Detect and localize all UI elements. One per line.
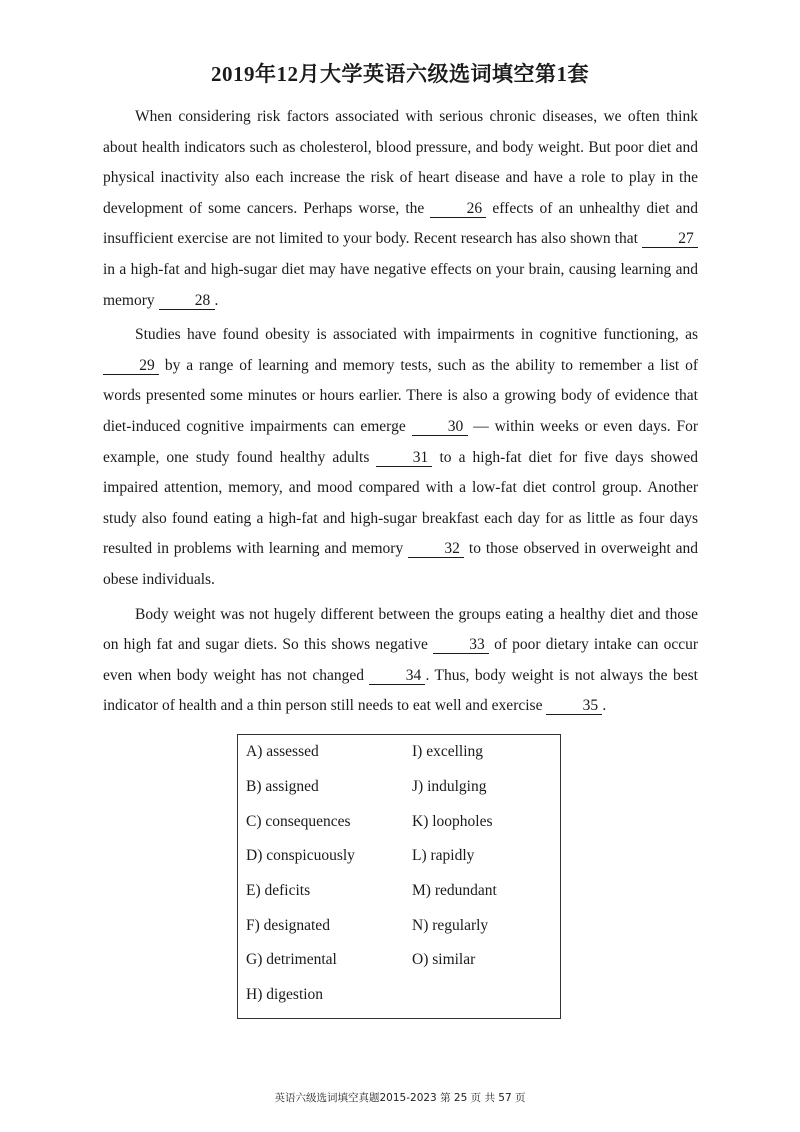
answer-blank[interactable]: 29 bbox=[103, 357, 159, 375]
paragraph-text: to a high-fat diet for five days showed impaired attention, memory, and mood compared with a low-fat diet control group. Another study also found eating a high-fat and high-sugar breakfast each day for as little as four days resulted in problems with learning and memory bbox=[103, 448, 698, 558]
answer-blank[interactable]: 32 bbox=[408, 540, 464, 558]
paragraph bbox=[103, 600, 698, 722]
option-item: N) regularly bbox=[412, 917, 489, 934]
answer-blank[interactable]: 30 bbox=[412, 418, 468, 436]
option-item: J) indulging bbox=[412, 778, 487, 795]
option-item: D) conspicuously bbox=[246, 847, 355, 864]
option-item: F) designated bbox=[246, 917, 330, 934]
answer-blank[interactable]: 35 bbox=[546, 697, 602, 715]
page-title: 2019年12月大学英语六级选词填空第1套 bbox=[211, 62, 589, 86]
answer-blank[interactable]: 26 bbox=[430, 200, 486, 218]
option-item: K) loopholes bbox=[412, 813, 493, 830]
answer-blank[interactable]: 33 bbox=[433, 636, 489, 654]
paragraph-text: . Thus, body weight is not always the best indicator of health and a thin person still needs to eat well and exercise bbox=[103, 666, 698, 715]
paragraph-text: of poor dietary intake can occur even when body weight has not changed bbox=[103, 636, 698, 684]
option-item: O) similar bbox=[412, 951, 476, 968]
answer-blank[interactable]: 28 bbox=[159, 292, 215, 310]
word-bank bbox=[237, 734, 561, 1019]
answer-blank[interactable]: 31 bbox=[376, 449, 432, 467]
paragraph-text: in a high-fat and high-sugar diet may have negative effects on your brain, causing learning and memory bbox=[103, 260, 698, 309]
paragraph-text: effects of an unhealthy diet and insufficient exercise are not limited to your body. Recent research has also shown that bbox=[103, 199, 698, 248]
paragraph-text: — within weeks or even days. For example, one study found healthy adults bbox=[103, 417, 698, 466]
paragraph-text: When considering risk factors associated with serious chronic diseases, we often think about health indicators such as cholesterol, blood pressure, and body weight. But poor diet and physical inactivity also each increase the risk of heart disease and have a role to play in the development of some cancers. Perhaps worse, the bbox=[103, 108, 698, 217]
paragraph-text: Studies have found obesity is associated with impairments in cognitive functioning, as bbox=[135, 326, 698, 344]
option-item: L) rapidly bbox=[412, 847, 475, 864]
option-item: E) deficits bbox=[246, 882, 311, 899]
answer-blank[interactable]: 27 bbox=[642, 230, 698, 248]
paragraph bbox=[103, 102, 698, 316]
paragraph-text: to those observed in overweight and obese individuals. bbox=[103, 540, 699, 588]
answer-blank[interactable]: 34 bbox=[369, 667, 425, 685]
paragraph-text: . bbox=[602, 697, 607, 715]
option-item: C) consequences bbox=[246, 813, 351, 830]
page-footer: 英语六级选词填空真题2015-2023 第 25 页 共 57 页 bbox=[274, 1092, 526, 1104]
option-item: M) redundant bbox=[412, 882, 497, 899]
paragraph bbox=[103, 320, 698, 595]
paragraph-text: Body weight was not hugely different between the groups eating a healthy diet and those on high fat and sugar diets. So this shows negative bbox=[103, 605, 698, 654]
paragraph-text: . bbox=[214, 291, 219, 309]
passage bbox=[103, 102, 698, 726]
option-item: I) excelling bbox=[412, 743, 484, 760]
paragraph-text: by a range of learning and memory tests, such as the ability to remember a list of words presented some minutes or hours earlier. There is also a growing body of evidence that diet-induced cognitive impairments can emerge bbox=[103, 356, 698, 435]
option-item: B) assigned bbox=[246, 778, 319, 795]
option-item: H) digestion bbox=[246, 986, 324, 1003]
option-item: G) detrimental bbox=[246, 951, 337, 968]
option-item: A) assessed bbox=[246, 743, 319, 760]
